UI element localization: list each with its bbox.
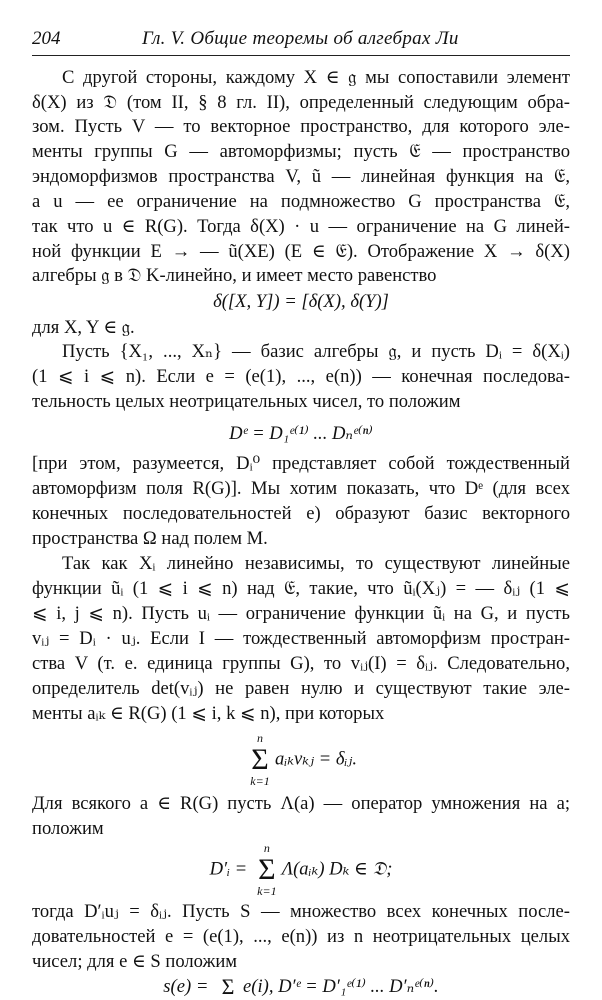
text-line: для X, Y ∈ 𝔤. (32, 317, 135, 338)
text-line: чисел; для e ∈ S положим (32, 951, 238, 972)
text-line: довательностей e = (e(1), ..., e(n)) из n неотрицательных целых (32, 926, 570, 947)
text-line: функции ũᵢ (1 ⩽ i ⩽ n) над 𝔈, такие, что ũᵢ(Xⱼ) = — δᵢⱼ (1 ⩽ (32, 578, 570, 599)
text-line: а u — ее ограничение на подмножество G пространства 𝔈, (32, 191, 570, 212)
text-line: [при этом, разумеется, Dᵢ⁰ представляет собой тождественный (32, 453, 570, 474)
text-line: алгебры 𝔤 в 𝔇 K-линейно, и имеет место равенство (32, 265, 437, 286)
text-line: ⩽ i, j ⩽ n). Пусть uᵢ — ограничение функции ũᵢ на G, и пусть (32, 603, 570, 624)
formula-s-e: s(e) = Σ e(i), D′ᵉ = D′₁ᵉ⁽¹⁾ ... D′ₙᵉ⁽ⁿ⁾. (163, 974, 439, 999)
formula-sum-a-v: n Σ k=1 aᵢₖvₖⱼ = δᵢⱼ. (32, 732, 570, 788)
running-title: Гл. V. Общие теоремы об алгебрах Ли (142, 28, 459, 49)
text-line: (1 ⩽ i ⩽ n). Если e = (e(1), ..., e(n)) — конечная последова- (32, 366, 570, 387)
text-line: конечных последовательностей e) образуют базис векторного (32, 503, 570, 524)
text-line: Так как Xᵢ линейно независимы, то существуют линейные (62, 553, 570, 574)
summation-sign: n Σ k=1 (250, 731, 270, 788)
text-line: пространства Ω над полем M. (32, 528, 268, 549)
formula-d-prime: D′ᵢ = n Σ k=1 Λ(aᵢₖ) Dₖ ∈ 𝔇; (209, 841, 393, 898)
text-line: тогда D′ᵢuⱼ = δᵢⱼ. Пусть S — множество всех конечных после- (32, 901, 570, 922)
text-line: δ(X) из 𝔇 (том II, § 8 гл. II), определенный следующим обра- (32, 92, 570, 113)
page-number: 204 (32, 28, 61, 49)
formula-de: Dᵉ = D₁ᵉ⁽¹⁾ ... Dₙᵉ⁽ⁿ⁾ (229, 423, 373, 444)
text-line: определитель det(vᵢⱼ) не равен нулю и существуют такие эле- (32, 678, 570, 699)
page-header (32, 28, 570, 54)
text-line: Для всякого a ∈ R(G) пусть Λ(a) — оператор умножения на a; (32, 793, 570, 814)
text-line: тельность целых неотрицательных чисел, то положим (32, 391, 461, 412)
text-line: менты aᵢₖ ∈ R(G) (1 ⩽ i, k ⩽ n), при которых (32, 703, 385, 724)
text-line: ства V (т. е. единица группы G), то vᵢⱼ(I) = δᵢⱼ. Следовательно, (32, 653, 570, 674)
text-line: эндоморфизмов пространства V, ũ — линейная функция на 𝔈, (32, 166, 570, 187)
text-line: зом. Пусть V — то векторное пространство, для которого эле- (32, 116, 570, 137)
text-line: так что u ∈ R(G). Тогда δ(X) · u — ограничение на G линей- (32, 216, 570, 237)
summation-sign: Σ (221, 974, 235, 999)
text-line: ной функции E → — ũ(XE) (E ∈ 𝔈). Отображение X → δ(X) (32, 241, 570, 262)
text-line: положим (32, 818, 104, 839)
text-line: автоморфизм поля R(G)]. Мы хотим показать, что Dᵉ (для всех (32, 478, 570, 499)
text-line: vᵢⱼ = Dᵢ · uⱼ. Если I — тождественный автоморфизм простран- (32, 628, 570, 649)
formula-delta-bracket: δ([X, Y]) = [δ(X), δ(Y)] (213, 291, 389, 312)
header-rule (32, 55, 570, 56)
summation-sign: n Σ k=1 (257, 841, 277, 898)
text-line: Пусть {X₁, ..., Xₙ} — базис алгебры 𝔤, и пусть Dᵢ = δ(Xᵢ) (62, 341, 570, 362)
text-line: менты группы G — автоморфизмы; пусть 𝔈 — пространство (32, 141, 570, 162)
text-line: С другой стороны, каждому X ∈ 𝔤 мы сопоставили элемент (62, 67, 570, 88)
